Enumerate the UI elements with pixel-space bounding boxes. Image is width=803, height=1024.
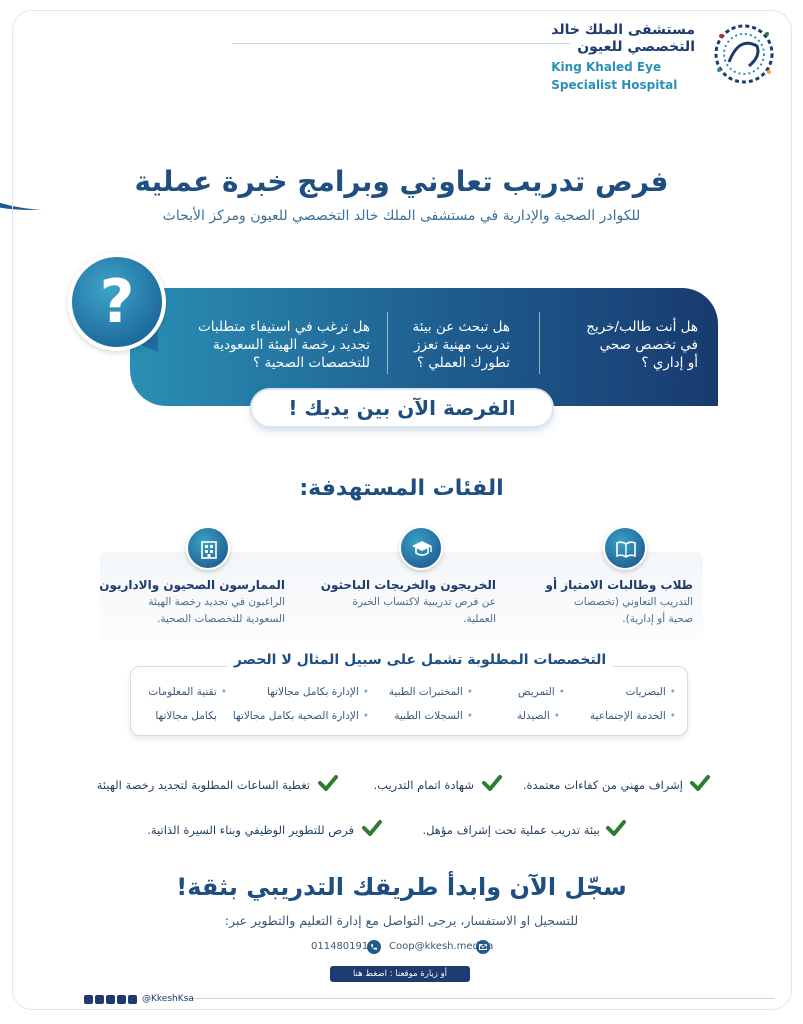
hospital-logo-text [551,22,695,92]
question-bubble-icon [68,253,166,351]
specialty-item: بكامل مجالاتها [155,710,217,722]
benefit-item: تغطية الساعات المطلوبة لتجديد رخصة الهيئة [96,778,310,792]
specialty-item: •البصريات [625,686,676,698]
logo-english-line2: Specialist Hospital [551,78,678,92]
check-icon [318,775,338,791]
category-graduates: الخريجون والخريجات الباحثون عن فرص تدريبية لاكتساب الخبرة العملية. [320,578,496,625]
categories-heading: الفئات المستهدفة: [299,476,504,501]
specialty-item: •التمريض [517,686,565,698]
social-links [84,993,194,1005]
check-icon [606,820,626,836]
specialty-item: •المختبرات الطبية [388,686,473,698]
check-icon [362,820,382,836]
facebook-icon[interactable] [117,995,126,1004]
contact-phone[interactable]: 0114801910 [311,941,375,952]
contact-email[interactable]: Coop@kkesh.med.sa [389,941,494,952]
specialty-item: •الخدمة الإجتماعية [589,710,676,722]
specialty-item: •السجلات الطبية [394,710,473,722]
opportunity-banner: الفرصة الآن بين يديك ! [250,388,554,428]
check-icon [690,775,710,791]
register-subtitle: للتسجيل او الاستفسار، يرجى التواصل مع إدارة التعليم والتطوير عبر: [224,913,579,928]
x-icon[interactable] [95,995,104,1004]
logo-arabic-line1: مستشفى الملك خالد [551,22,695,38]
book-icon [603,526,647,570]
specialty-item: •تقنية المعلومات [148,686,227,698]
footer-divider [185,998,775,999]
question-divider [539,312,540,374]
logo-english-line1: King Khaled Eye [551,60,662,74]
benefit-item: فرص للتطوير الوظيفي وبناء السيرة الذاتية. [147,823,354,837]
question-2: هل تبحث عن بيئة تدريب مهنية تعزز تطورك العملي ؟ [412,319,510,371]
page-frame [12,10,792,1010]
graduation-cap-icon [399,526,443,570]
page-subtitle: للكوادر الصحية والإدارية في مستشفى الملك خالد التخصصي للعيون ومركز الأبحاث [162,208,641,224]
hospital-emblem-icon [709,22,779,86]
question-mark-icon: ? [99,267,135,337]
visit-website-button[interactable]: أو زيارة موقعنا : اضغط هنا [330,966,470,982]
check-icon [482,775,502,791]
specialties-heading: التخصصات المطلوبة تشمل على سبيل المثال لا الحصر [225,650,615,670]
youtube-icon[interactable] [106,995,115,1004]
instagram-icon[interactable] [84,995,93,1004]
benefit-item: شهادة اتمام التدريب. [373,778,474,792]
question-3: هل ترغب في استيفاء متطلبات تجديد رخصة الهيئة السعودية للتخصصات الصحية ؟ [198,319,370,371]
logo-arabic-line2: التخصصي للعيون [577,39,695,55]
header-divider [232,43,570,44]
category-practitioners: الممارسون الصحيون والاداريون الراغبون في تجديد رخصة الهيئة السعودية للتخصصات الصحية. [99,578,285,625]
specialty-item: •الإدارة بكامل مجالاتها [267,686,369,698]
specialty-item: •الإدارة الصحية بكامل مجالاتها [232,710,369,722]
linkedin-icon[interactable] [128,995,137,1004]
hospital-building-icon [186,526,230,570]
social-handle[interactable]: @KkeshKsa [142,994,194,1004]
benefit-item: بيئة تدريب عملية تحت إشراف مؤهل. [422,823,600,837]
question-1: هل أنت طالب/خريج في تخصص صحي أو إداري ؟ [586,319,698,371]
page-title: فرص تدريب تعاوني وبرامج خبرة عملية [134,165,669,198]
question-divider [387,312,388,374]
specialty-item: •الصيدلة [517,710,560,722]
category-interns: طلاب وطالبات الامتياز أو التدريب التعاوني (تخصصات صحية أو إدارية). [545,578,693,625]
register-heading: سجّل الآن وابدأ طريقك التدريبي بثقة! [176,873,627,901]
benefit-item: إشراف مهني من كفاءات معتمدة. [522,778,683,792]
specialties-box [130,666,688,736]
